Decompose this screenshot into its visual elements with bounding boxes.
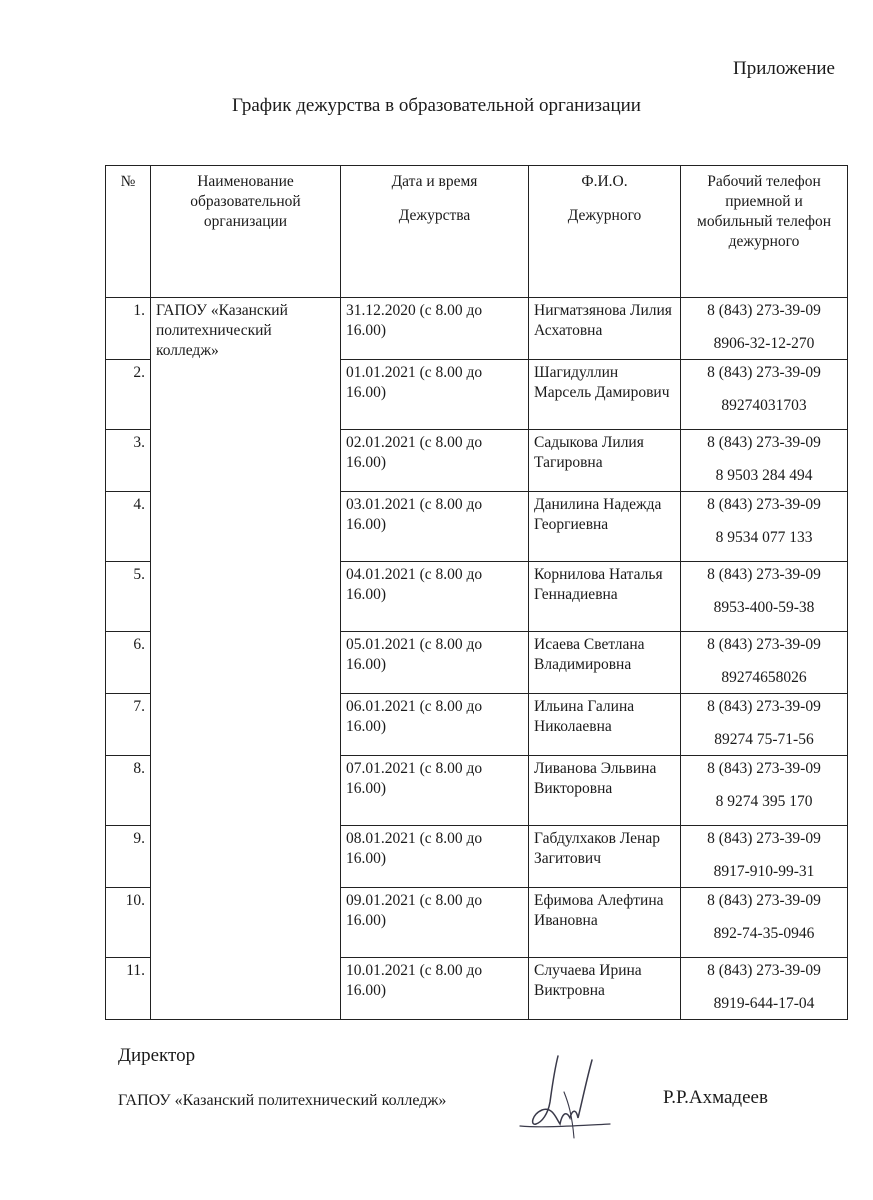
duty-date-cell: 03.01.2021 (с 8.00 до 16.00): [341, 492, 529, 562]
mobile-phone: 8919-644-17-04: [713, 995, 815, 1013]
header-name: Ф.И.О. Дежурного: [529, 166, 681, 298]
college-name: ГАПОУ «Казанский политехнический колледж»: [118, 1092, 447, 1109]
phone-cell: [681, 694, 848, 756]
row-number: 2.: [106, 360, 151, 430]
work-phone: 8 (843) 273-39-09: [707, 698, 821, 715]
duty-date-cell: 02.01.2021 (с 8.00 до 16.00): [341, 430, 529, 492]
phone-cell: [681, 756, 848, 826]
row-number: 5.: [106, 562, 151, 632]
row-number: 7.: [106, 694, 151, 756]
work-phone: 8 (843) 273-39-09: [707, 434, 821, 451]
row-number: 1.: [106, 298, 151, 360]
duty-date-cell: 08.01.2021 (с 8.00 до 16.00): [341, 826, 529, 888]
duty-person-cell: Ефимова Алефтина Ивановна: [529, 888, 681, 958]
mobile-phone: 8 9274 395 170: [715, 793, 813, 811]
duty-person-cell: Исаева Светлана Владимировна: [529, 632, 681, 694]
duty-schedule-table: [105, 165, 848, 1020]
mobile-phone: 89274 75-71-56: [714, 731, 814, 749]
appendix-label: Приложение: [733, 58, 835, 79]
duty-person-cell: Ливанова Эльвина Викторовна: [529, 756, 681, 826]
work-phone: 8 (843) 273-39-09: [707, 302, 821, 319]
work-phone: 8 (843) 273-39-09: [707, 636, 821, 653]
duty-date-cell: 09.01.2021 (с 8.00 до 16.00): [341, 888, 529, 958]
signature-mark: [512, 1052, 617, 1142]
mobile-phone: 8 9503 284 494: [715, 467, 813, 485]
mobile-phone: 892-74-35-0946: [713, 925, 815, 943]
row-number: 10.: [106, 888, 151, 958]
phone-cell: [681, 430, 848, 492]
phone-cell: [681, 562, 848, 632]
work-phone: 8 (843) 273-39-09: [707, 962, 821, 979]
row-number: 8.: [106, 756, 151, 826]
work-phone: 8 (843) 273-39-09: [707, 892, 821, 909]
work-phone: 8 (843) 273-39-09: [707, 364, 821, 381]
duty-date-cell: 06.01.2021 (с 8.00 до 16.00): [341, 694, 529, 756]
duty-date-cell: 05.01.2021 (с 8.00 до 16.00): [341, 632, 529, 694]
row-number: 6.: [106, 632, 151, 694]
duty-person-cell: Данилина Надежда Георгиевна: [529, 492, 681, 562]
duty-date-cell: 31.12.2020 (с 8.00 до 16.00): [341, 298, 529, 360]
duty-person-cell: Шагидуллин Марсель Дамирович: [529, 360, 681, 430]
duty-person-cell: Корнилова Наталья Геннадиевна: [529, 562, 681, 632]
duty-date-cell: 04.01.2021 (с 8.00 до 16.00): [341, 562, 529, 632]
duty-date-cell: 07.01.2021 (с 8.00 до 16.00): [341, 756, 529, 826]
phone-cell: [681, 632, 848, 694]
phone-cell: [681, 958, 848, 1020]
duty-person-cell: Случаева Ирина Виктровна: [529, 958, 681, 1020]
work-phone: 8 (843) 273-39-09: [707, 496, 821, 513]
phone-cell: [681, 826, 848, 888]
work-phone: 8 (843) 273-39-09: [707, 760, 821, 777]
mobile-phone: 89274031703: [721, 397, 807, 415]
mobile-phone: 8917-910-99-31: [713, 863, 815, 881]
duty-date-cell: 01.01.2021 (с 8.00 до 16.00): [341, 360, 529, 430]
mobile-phone: 89274658026: [721, 669, 807, 687]
phone-cell: [681, 492, 848, 562]
phone-cell: [681, 888, 848, 958]
header-organization: Наименование образовательной организации: [151, 166, 341, 298]
header-date: Дата и время Дежурства: [341, 166, 529, 298]
mobile-phone: 8953-400-59-38: [713, 599, 815, 617]
duty-person-cell: Нигматзянова Лилия Асхатовна: [529, 298, 681, 360]
row-number: 3.: [106, 430, 151, 492]
duty-person-cell: Ильина Галина Николаевна: [529, 694, 681, 756]
table-row: [106, 298, 848, 360]
work-phone: 8 (843) 273-39-09: [707, 566, 821, 583]
duty-person-cell: Садыкова Лилия Тагировна: [529, 430, 681, 492]
header-num: №: [106, 166, 151, 298]
mobile-phone: 8906-32-12-270: [713, 335, 815, 353]
phone-cell: [681, 298, 848, 360]
signer-name: Р.Р.Ахмадеев: [663, 1087, 768, 1108]
duty-date-cell: 10.01.2021 (с 8.00 до 16.00): [341, 958, 529, 1020]
organization-cell: ГАПОУ «Казанский политехнический колледж»: [151, 298, 341, 1020]
phone-cell: [681, 360, 848, 430]
director-title: Директор: [118, 1045, 196, 1066]
document-title: График дежурства в образовательной организации: [232, 95, 641, 116]
mobile-phone: 8 9534 077 133: [715, 529, 813, 547]
row-number: 4.: [106, 492, 151, 562]
table-header-row: [106, 166, 848, 298]
row-number: 9.: [106, 826, 151, 888]
duty-person-cell: Габдулхаков Ленар Загитович: [529, 826, 681, 888]
row-number: 11.: [106, 958, 151, 1020]
work-phone: 8 (843) 273-39-09: [707, 830, 821, 847]
header-phone: Рабочий телефон приемной и мобильный телефон дежурного: [681, 166, 848, 298]
